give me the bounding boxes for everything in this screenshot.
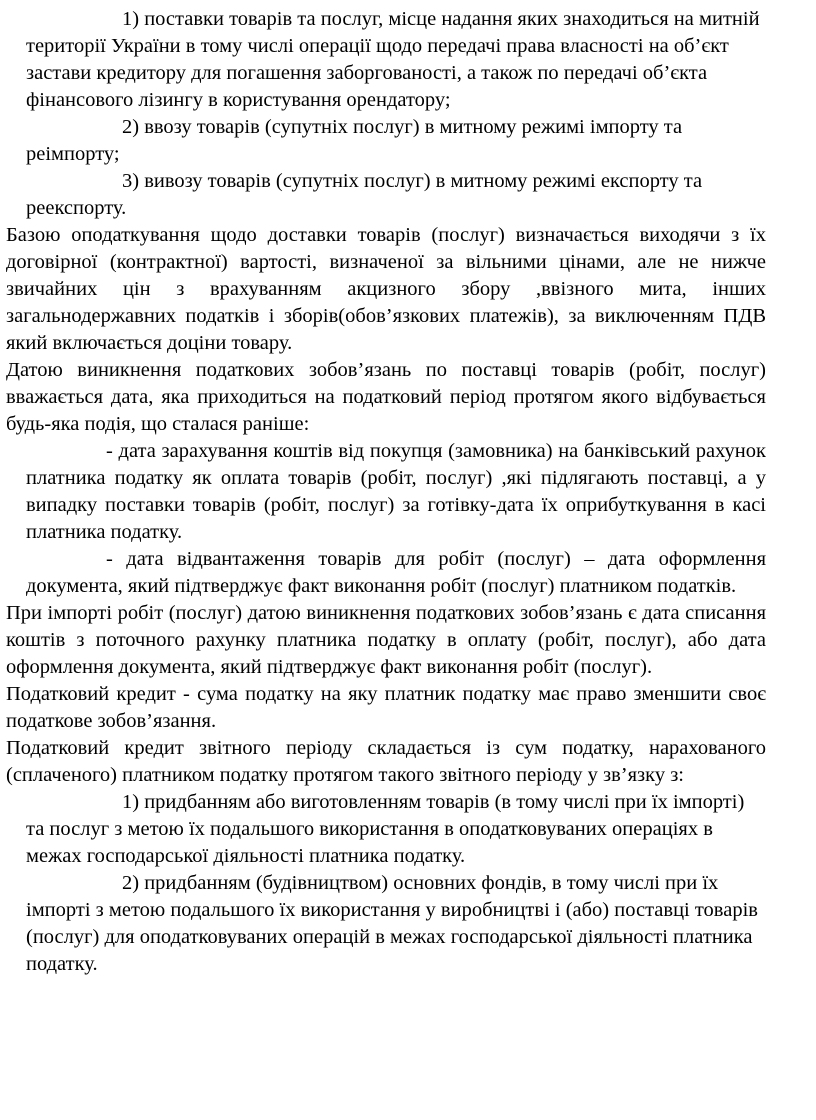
paragraph-tax-base: Базою оподаткування щодо доставки товарів (послуг) визначається виходячи з їх договірної (контрактної) вартості, визначеної за вільними цінами, але не нижче звичайних цін з врахуванням акцизного збору ,ввізного мита, інших загальнодержавних податків і зборів(обов’язкових платежів), за виключенням ПДВ який включається доціни товару. bbox=[6, 224, 766, 354]
list-number: 2) bbox=[122, 116, 140, 138]
dash-bullet: - bbox=[106, 548, 113, 570]
list-item bbox=[26, 168, 766, 222]
list-number: 1) bbox=[122, 8, 140, 30]
dash-bullet: - bbox=[106, 440, 113, 462]
dash-text: дата зарахування коштів від покупця (замовника) на банківський рахунок платника податку як оплата товарів (робіт, послуг) ,які підлягають поставці, а у випадку поставки товарів (робіт, послуг) за готівку-дата їх оприбуткування в касі платника податку. bbox=[26, 440, 766, 543]
list-item bbox=[26, 870, 766, 978]
list-item bbox=[26, 114, 766, 168]
paragraph-credit-period: Податковий кредит звітного періоду складається із сум податку, нарахованого (сплаченого) платником податку протягом такого звітного періоду у зв’язку з: bbox=[6, 737, 766, 786]
dash-text: дата відвантаження товарів для робіт (послуг) – дата оформлення документа, який підтверджує факт виконання робіт (послуг) платником податків. bbox=[26, 548, 766, 597]
list-item bbox=[26, 789, 766, 870]
dash-list-item bbox=[26, 438, 766, 546]
list-number: 3) bbox=[122, 170, 140, 192]
list-text: поставки товарів та послуг, місце надання яких знаходиться на митній території України в тому числі операції щодо передачі права власності на об’єкт застави кредитору для погашення заборгованості, а також по передачі об’єкта фінансового лізингу в користування орендатору; bbox=[26, 8, 760, 111]
list-number: 1) bbox=[122, 791, 140, 813]
paragraph-obligation-date: Датою виникнення податкових зобов’язань по поставці товарів (робіт, послуг) вважається дата, яка приходиться на податковий період протягом якого відбувається будь-яка подія, що сталася раніше: bbox=[6, 359, 766, 435]
list-number: 2) bbox=[122, 872, 140, 894]
list-text: вивозу товарів (супутніх послуг) в митному режимі експорту та реекспорту. bbox=[26, 170, 703, 219]
list-text: придбанням або виготовленням товарів (в тому числі при їх імпорті) та послуг з метою їх подальшого використання в оподатковуваних операціях в межах господарської діяльності платника податку. bbox=[26, 791, 745, 867]
list-text: ввозу товарів (супутніх послуг) в митному режимі імпорту та реімпорту; bbox=[26, 116, 683, 165]
paragraph-import: При імпорті робіт (послуг) датою виникнення податкових зобов’язань є дата списання коштів з поточного рахунку платника податку в оплату (робіт, послуг), або дата оформлення документа, який підтверджує факт виконання робіт (послуг). bbox=[6, 602, 766, 678]
list-item bbox=[26, 6, 766, 114]
dash-list-item bbox=[26, 546, 766, 600]
paragraph-credit-definition: Податковий кредит - сума податку на яку платник податку має право зменшити своє податкове зобов’язання. bbox=[6, 683, 766, 732]
list-text: придбанням (будівництвом) основних фондів, в тому числі при їх імпорті з метою подальшого їх використання у виробництві і (або) поставці товарів (послуг) для оподатковуваних операцій в межах господарської діяльності платника податку. bbox=[26, 872, 758, 975]
